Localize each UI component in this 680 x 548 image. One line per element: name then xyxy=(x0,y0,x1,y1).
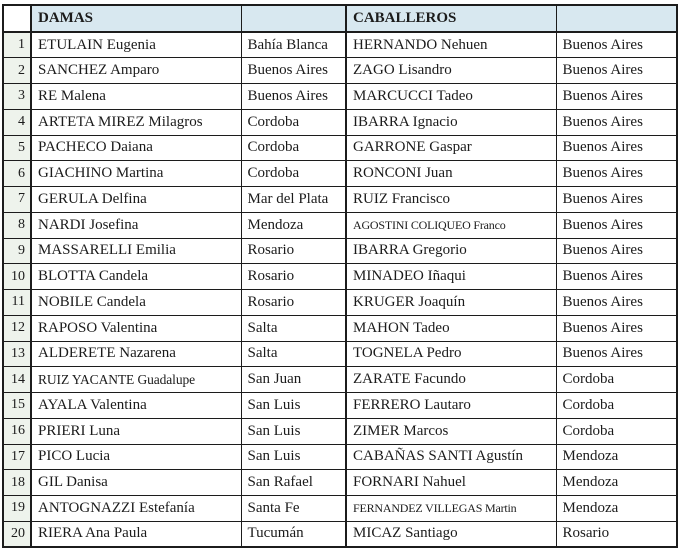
caballero-name-cell: FORNARI Nahuel xyxy=(346,470,556,496)
header-row xyxy=(3,5,677,32)
caballero-city-cell: Buenos Aires xyxy=(556,341,677,367)
row-number-cell: 12 xyxy=(3,315,31,341)
dama-name-cell: BLOTTA Candela xyxy=(31,264,241,290)
row-number-cell: 20 xyxy=(3,521,31,547)
dama-name-cell: ANTOGNAZZI Estefanía xyxy=(31,496,241,522)
dama-city-cell: San Luis xyxy=(241,444,346,470)
dama-name-cell: ARTETA MIREZ Milagros xyxy=(31,109,241,135)
table-row xyxy=(3,84,677,110)
dama-name-cell: NARDI Josefina xyxy=(31,212,241,238)
table-row xyxy=(3,161,677,187)
row-number-cell: 9 xyxy=(3,238,31,264)
caballero-city-cell: Rosario xyxy=(556,521,677,547)
caballero-city-cell: Buenos Aires xyxy=(556,135,677,161)
row-number-cell: 2 xyxy=(3,58,31,84)
table-row xyxy=(3,212,677,238)
header-caballeros: CABALLEROS xyxy=(346,5,556,32)
dama-city-cell: San Luis xyxy=(241,393,346,419)
caballero-city-cell: Buenos Aires xyxy=(556,290,677,316)
row-number-cell: 17 xyxy=(3,444,31,470)
dama-city-cell: Salta xyxy=(241,341,346,367)
table-row xyxy=(3,58,677,84)
table-header xyxy=(3,5,677,32)
dama-city-cell: Salta xyxy=(241,315,346,341)
row-number-cell: 15 xyxy=(3,393,31,419)
caballero-name-cell: MARCUCCI Tadeo xyxy=(346,84,556,110)
caballero-name-cell: MAHON Tadeo xyxy=(346,315,556,341)
caballero-name-cell: FERNANDEZ VILLEGAS Martin xyxy=(346,496,556,522)
dama-name-cell: PICO Lucia xyxy=(31,444,241,470)
dama-name-cell: RE Malena xyxy=(31,84,241,110)
caballero-city-cell: Mendoza xyxy=(556,444,677,470)
dama-city-cell: Rosario xyxy=(241,238,346,264)
caballero-city-cell: Buenos Aires xyxy=(556,212,677,238)
table-row xyxy=(3,315,677,341)
table-row xyxy=(3,496,677,522)
table-row xyxy=(3,521,677,547)
caballero-city-cell: Buenos Aires xyxy=(556,84,677,110)
dama-name-cell: AYALA Valentina xyxy=(31,393,241,419)
caballero-city-cell: Buenos Aires xyxy=(556,238,677,264)
table-row xyxy=(3,238,677,264)
caballero-city-cell: Buenos Aires xyxy=(556,264,677,290)
caballero-city-cell: Buenos Aires xyxy=(556,109,677,135)
dama-name-cell: NOBILE Candela xyxy=(31,290,241,316)
dama-city-cell: Rosario xyxy=(241,290,346,316)
caballero-name-cell: MINADEO Iñaqui xyxy=(346,264,556,290)
row-number-cell: 5 xyxy=(3,135,31,161)
row-number-cell: 3 xyxy=(3,84,31,110)
dama-city-cell: Buenos Aires xyxy=(241,58,346,84)
dama-name-cell: MASSARELLI Emilia xyxy=(31,238,241,264)
dama-city-cell: Cordoba xyxy=(241,135,346,161)
dama-name-cell: ETULAIN Eugenia xyxy=(31,32,241,58)
dama-city-cell: San Rafael xyxy=(241,470,346,496)
table-row xyxy=(3,418,677,444)
row-number-cell: 7 xyxy=(3,187,31,213)
caballero-city-cell: Cordoba xyxy=(556,393,677,419)
caballero-name-cell: HERNANDO Nehuen xyxy=(346,32,556,58)
caballero-name-cell: GARRONE Gaspar xyxy=(346,135,556,161)
row-number-cell: 19 xyxy=(3,496,31,522)
table-row xyxy=(3,264,677,290)
table-body xyxy=(3,32,677,547)
caballero-name-cell: IBARRA Gregorio xyxy=(346,238,556,264)
row-number-cell: 18 xyxy=(3,470,31,496)
dama-name-cell: RAPOSO Valentina xyxy=(31,315,241,341)
dama-city-cell: Santa Fe xyxy=(241,496,346,522)
caballero-city-cell: Cordoba xyxy=(556,367,677,393)
row-number-cell: 10 xyxy=(3,264,31,290)
dama-city-cell: San Luis xyxy=(241,418,346,444)
table-row xyxy=(3,444,677,470)
row-number-cell: 6 xyxy=(3,161,31,187)
row-number-cell: 1 xyxy=(3,32,31,58)
row-number-cell: 16 xyxy=(3,418,31,444)
dama-name-cell: PACHECO Daiana xyxy=(31,135,241,161)
dama-name-cell: ALDERETE Nazarena xyxy=(31,341,241,367)
caballero-city-cell: Buenos Aires xyxy=(556,161,677,187)
caballero-city-cell: Mendoza xyxy=(556,496,677,522)
header-caballeros-city xyxy=(556,5,677,32)
dama-name-cell: RIERA Ana Paula xyxy=(31,521,241,547)
caballero-name-cell: ZARATE Facundo xyxy=(346,367,556,393)
caballero-city-cell: Buenos Aires xyxy=(556,58,677,84)
dama-city-cell: Mendoza xyxy=(241,212,346,238)
dama-city-cell: San Juan xyxy=(241,367,346,393)
caballero-name-cell: RONCONI Juan xyxy=(346,161,556,187)
caballero-name-cell: ZAGO Lisandro xyxy=(346,58,556,84)
caballero-name-cell: KRUGER Joaquín xyxy=(346,290,556,316)
dama-city-cell: Cordoba xyxy=(241,161,346,187)
header-damas-city xyxy=(241,5,346,32)
row-number-cell: 13 xyxy=(3,341,31,367)
pairs-table xyxy=(2,4,678,548)
caballero-name-cell: FERRERO Lautaro xyxy=(346,393,556,419)
dama-name-cell: PRIERI Luna xyxy=(31,418,241,444)
dama-name-cell: GIL Danisa xyxy=(31,470,241,496)
caballero-city-cell: Cordoba xyxy=(556,418,677,444)
caballero-name-cell: MICAZ Santiago xyxy=(346,521,556,547)
caballero-city-cell: Buenos Aires xyxy=(556,32,677,58)
row-number-cell: 11 xyxy=(3,290,31,316)
caballero-name-cell: TOGNELA Pedro xyxy=(346,341,556,367)
table-row xyxy=(3,187,677,213)
row-number-cell: 8 xyxy=(3,212,31,238)
caballero-name-cell: AGOSTINI COLIQUEO Franco xyxy=(346,212,556,238)
table-row xyxy=(3,470,677,496)
dama-city-cell: Tucumán xyxy=(241,521,346,547)
row-number-cell: 14 xyxy=(3,367,31,393)
dama-name-cell: GIACHINO Martina xyxy=(31,161,241,187)
caballero-city-cell: Buenos Aires xyxy=(556,315,677,341)
table-row xyxy=(3,367,677,393)
caballero-name-cell: ZIMER Marcos xyxy=(346,418,556,444)
caballero-name-cell: IBARRA Ignacio xyxy=(346,109,556,135)
caballero-city-cell: Mendoza xyxy=(556,470,677,496)
table-row xyxy=(3,393,677,419)
dama-name-cell: SANCHEZ Amparo xyxy=(31,58,241,84)
dama-city-cell: Buenos Aires xyxy=(241,84,346,110)
table-row xyxy=(3,32,677,58)
header-damas: DAMAS xyxy=(31,5,241,32)
row-number-cell: 4 xyxy=(3,109,31,135)
dama-city-cell: Cordoba xyxy=(241,109,346,135)
caballero-name-cell: RUIZ Francisco xyxy=(346,187,556,213)
dama-city-cell: Mar del Plata xyxy=(241,187,346,213)
caballero-name-cell: CABAÑAS SANTI Agustín xyxy=(346,444,556,470)
table-row xyxy=(3,135,677,161)
table-row xyxy=(3,290,677,316)
dama-city-cell: Rosario xyxy=(241,264,346,290)
dama-city-cell: Bahía Blanca xyxy=(241,32,346,58)
table-row xyxy=(3,109,677,135)
corner-cell xyxy=(3,5,31,32)
table-row xyxy=(3,341,677,367)
dama-name-cell: GERULA Delfina xyxy=(31,187,241,213)
caballero-city-cell: Buenos Aires xyxy=(556,187,677,213)
dama-name-cell: RUIZ YACANTE Guadalupe xyxy=(31,367,241,393)
